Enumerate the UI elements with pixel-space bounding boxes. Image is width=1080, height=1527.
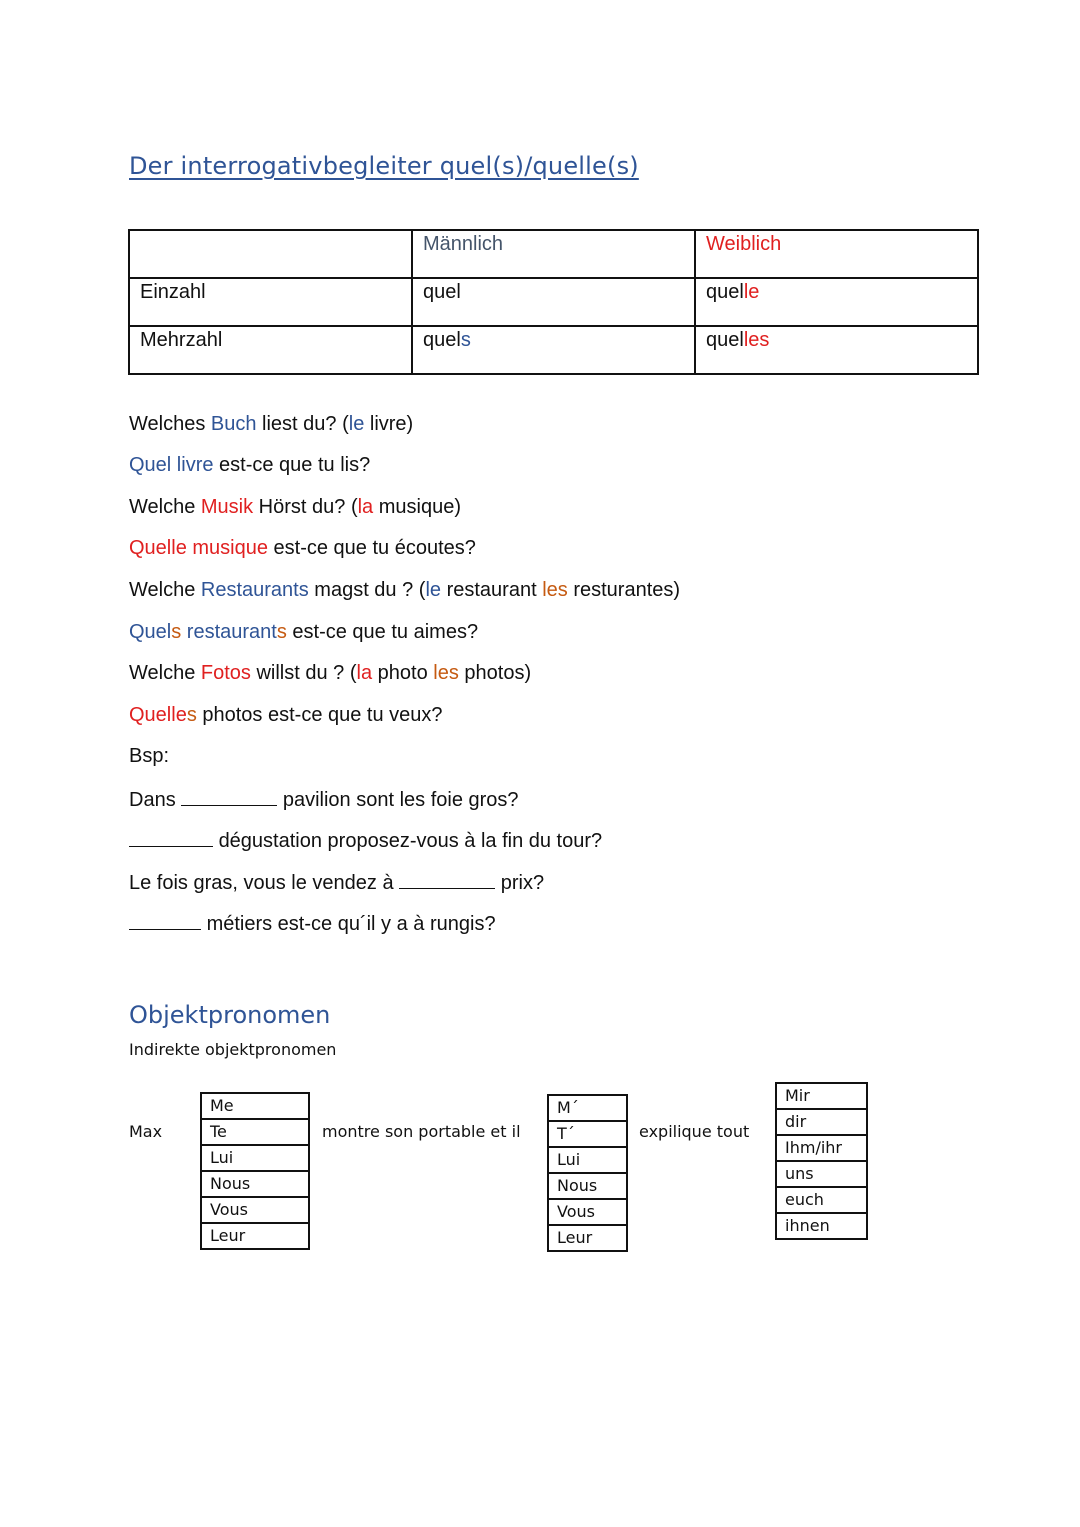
example-line — [129, 621, 478, 644]
list-item: Leur — [557, 1228, 593, 1247]
example-line — [129, 454, 370, 477]
bsp-label: Bsp: — [129, 745, 170, 767]
list-item: dir — [777, 1110, 866, 1136]
exercise-2: dégustation proposez-vous à la fin du tour? — [129, 828, 602, 853]
text-segment: photo — [372, 662, 434, 684]
example-line — [129, 662, 531, 685]
table-row — [129, 230, 978, 278]
example-line — [129, 579, 680, 602]
text-segment: le — [348, 413, 365, 435]
section-subtitle: Indirekte objektpronomen — [129, 1040, 337, 1059]
text-segment: Quelle — [129, 704, 187, 726]
text-segment: Welche — [129, 496, 201, 518]
list-item: Lui — [549, 1148, 626, 1174]
text-segment: les — [542, 579, 568, 601]
text-segment: restaurant — [181, 621, 277, 643]
text-segment: Welches — [129, 413, 211, 435]
list-item: euch — [777, 1188, 866, 1214]
text-segment: Quel livre — [129, 454, 214, 476]
text-segment: Hörst du? ( — [253, 496, 358, 518]
blank-1[interactable] — [181, 787, 277, 806]
text-segment: la — [356, 662, 373, 684]
text-segment: est-ce que tu aimes? — [286, 621, 479, 643]
text-segment: liest du? ( — [256, 413, 349, 435]
list-item: ihnen — [785, 1216, 830, 1235]
text-segment: Musik — [200, 496, 254, 518]
list-item: Ihm/ihr — [777, 1136, 866, 1162]
text-segment: photos) — [458, 662, 532, 684]
text-segment: Quelle musique — [129, 537, 268, 559]
list-item: Leur — [210, 1226, 246, 1245]
exercise-1: Dans pavilion sont les foie gros? — [129, 789, 519, 811]
row-label-mehrzahl: Mehrzahl — [129, 326, 412, 374]
text-segment: Welche — [129, 662, 201, 684]
exercise-4: métiers est-ce qu´il y a à rungis? — [129, 911, 496, 936]
text-segment: Quel — [129, 621, 172, 643]
row-label-einzahl: Einzahl — [129, 278, 412, 326]
list-item: Nous — [549, 1174, 626, 1200]
list-item: M´ — [549, 1096, 626, 1122]
verb-phrase-1: montre son portable et il — [322, 1122, 521, 1141]
list-item: Lui — [202, 1146, 308, 1172]
example-line — [129, 496, 461, 519]
text-segment: la — [357, 496, 374, 518]
text-segment: willst du ? ( — [250, 662, 357, 684]
subject-max: Max — [129, 1122, 163, 1141]
blank-4[interactable] — [129, 911, 201, 930]
list-item: Me — [202, 1094, 308, 1120]
section-title-interrogativ: Der interrogativbegleiter quel(s)/quelle(s) — [129, 152, 639, 180]
table-header-maennlich: Männlich — [412, 230, 695, 278]
text-segment: photos est-ce que tu veux? — [196, 704, 443, 726]
text-segment: Restaurants — [200, 579, 309, 601]
cell-einzahl-f: quelle — [695, 278, 978, 326]
verb-phrase-2: expilique tout — [639, 1122, 750, 1141]
text-segment: resturantes) — [567, 579, 681, 601]
blank-3[interactable] — [399, 870, 495, 889]
text-segment: restaurant — [441, 579, 543, 601]
pronoun-box-german — [775, 1082, 868, 1240]
example-line — [129, 704, 443, 727]
text-segment: est-ce que tu lis? — [213, 454, 371, 476]
cell-einzahl-m: quel — [412, 278, 695, 326]
pronoun-box-elided — [547, 1094, 628, 1252]
table-header-weiblich: Weiblich — [695, 230, 978, 278]
list-item: Te — [202, 1120, 308, 1146]
text-segment: magst du ? ( — [308, 579, 426, 601]
text-segment: Fotos — [200, 662, 251, 684]
cell-mehrzahl-f: quelles — [695, 326, 978, 374]
text-segment: le — [425, 579, 442, 601]
example-line — [129, 413, 413, 436]
text-segment: Welche — [129, 579, 201, 601]
text-segment: s — [186, 704, 197, 726]
text-segment: s — [171, 621, 182, 643]
text-segment: livre) — [364, 413, 414, 435]
list-item: Nous — [202, 1172, 308, 1198]
table-row — [129, 278, 978, 326]
list-item: Vous — [549, 1200, 626, 1226]
list-item: T´ — [549, 1122, 626, 1148]
text-segment: s — [276, 621, 287, 643]
blank-2[interactable] — [129, 828, 213, 847]
example-line — [129, 537, 476, 560]
list-item: uns — [777, 1162, 866, 1188]
pronoun-box-french — [200, 1092, 310, 1250]
text-segment: musique) — [373, 496, 461, 518]
cell-mehrzahl-m: quels — [412, 326, 695, 374]
list-item: Mir — [777, 1084, 866, 1110]
list-item: Vous — [202, 1198, 308, 1224]
section-title-objektpronomen: Objektpronomen — [129, 1001, 331, 1029]
table-row — [129, 326, 978, 374]
table-header-empty — [129, 230, 412, 278]
exercise-3: Le fois gras, vous le vendez à prix? — [129, 872, 545, 894]
text-segment: les — [433, 662, 459, 684]
text-segment: Buch — [210, 413, 257, 435]
text-segment: est-ce que tu écoutes? — [267, 537, 476, 559]
quel-table — [128, 229, 979, 375]
